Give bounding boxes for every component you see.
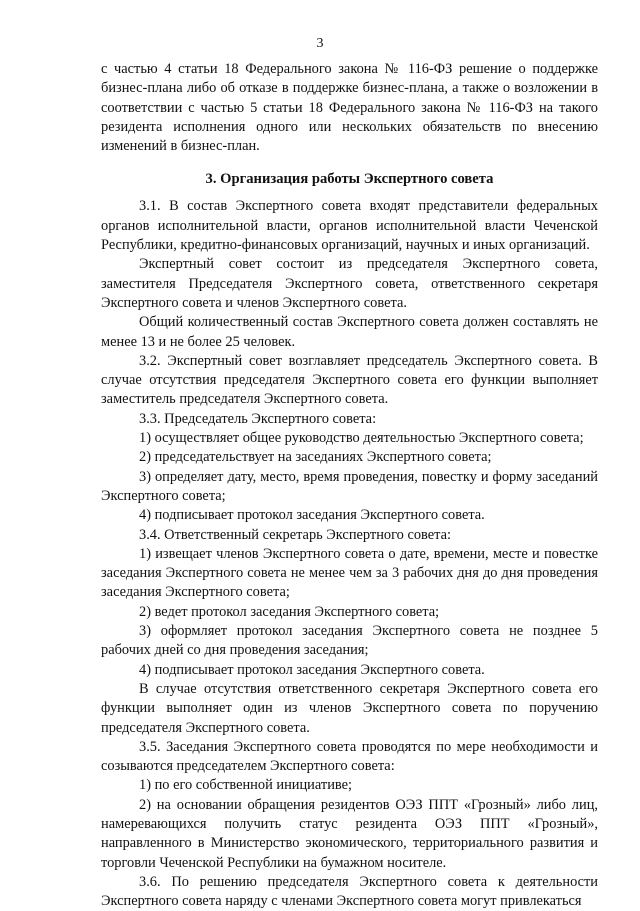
paragraph-3-6: 3.6. По решению председателя Экспертного совета к деятельности Экспертного совета наряду с членами Экспертного совета могут привлекаться [101,873,598,910]
list-item-3-4-2: 2) ведет протокол заседания Экспертного совета; [139,603,440,620]
paragraph-3-1: 3.1. В состав Экспертного совета входят представители федеральных органов исполнительной власти, органов исполнительной власти Чеченской Республики, кредитно-финансовых организаций, научных и иных организаций. [101,198,598,254]
list-item-3-3-2: 2) председательствует на заседаниях Экспертного совета; [139,449,492,466]
list-item-3-4-4: 4) подписывает протокол заседания Экспертного совета. [139,661,485,678]
paragraph-secretary-absence: В случае отсутствия ответственного секретаря Экспертного совета его функции выполняет один из членов Экспертного совета по поручению председателя Экспертного совета. [101,680,598,736]
list-item-3-5-2: 2) на основании обращения резидентов ОЭЗ ППТ «Грозный» либо лиц, намеревающихся получить статус резидента ОЭЗ ППТ «Грозный», направленного в Министерство экономического, территориального развития и торговли Чеченской Республики на бумажном носителе. [101,796,598,871]
document-body [101,60,598,911]
paragraph-3-5: 3.5. Заседания Экспертного совета проводятся по мере необходимости и созываются председателем Экспертного совета: [101,738,598,775]
list-item-3-4-1: 1) извещает членов Экспертного совета о дате, времени, месте и повестке заседания Экспертного совета не менее чем за 3 рабочих дня до дня проведения заседания Экспертного совета; [101,545,598,601]
paragraph-council-size: Общий количественный состав Экспертного совета должен составлять не менее 13 и не более 25 человек. [101,314,598,350]
page-number: 3 [316,36,324,51]
paragraph-3-4: 3.4. Ответственный секретарь Экспертного совета: [139,526,451,543]
list-item-3-3-4: 4) подписывает протокол заседания Экспертного совета. [139,507,485,524]
paragraph-intro: с частью 4 статьи 18 Федерального закона № 116-ФЗ решение о поддержке бизнес-плана либо об отказе в поддержке бизнес-плана, а также о возложении в соответствии с частью 5 статьи 18 Федерального закона № 116-ФЗ на такого резидента исполнения одного или нескольких обязательств по внесению изменений в бизнес-план. [101,61,598,155]
list-item-3-4-3: 3) оформляет протокол заседания Экспертного совета не позднее 5 рабочих дней со дня проведения заседания; [101,623,598,659]
paragraph-3-2: 3.2. Экспертный совет возглавляет председатель Экспертного совета. В случае отсутствия председателя Экспертного совета его функции выполняет заместитель председателя Экспертного совета. [101,352,598,408]
list-item-3-3-1: 1) осуществляет общее руководство деятельностью Экспертного совета; [139,430,584,447]
list-item-3-3-3: 3) определяет дату, место, время проведения, повестку и форму заседаний Экспертного совета; [101,468,598,504]
section-title: 3. Организация работы Экспертного совета [205,171,494,188]
paragraph-council-composition: Экспертный совет состоит из председателя Экспертного совета, заместителя Председателя Экспертного совета, ответственного секретаря Экспертного совета и членов Экспертного совета. [101,256,598,311]
paragraph-3-3: 3.3. Председатель Экспертного совета: [139,410,377,427]
list-item-3-5-1: 1) по его собственной инициативе; [139,777,352,794]
